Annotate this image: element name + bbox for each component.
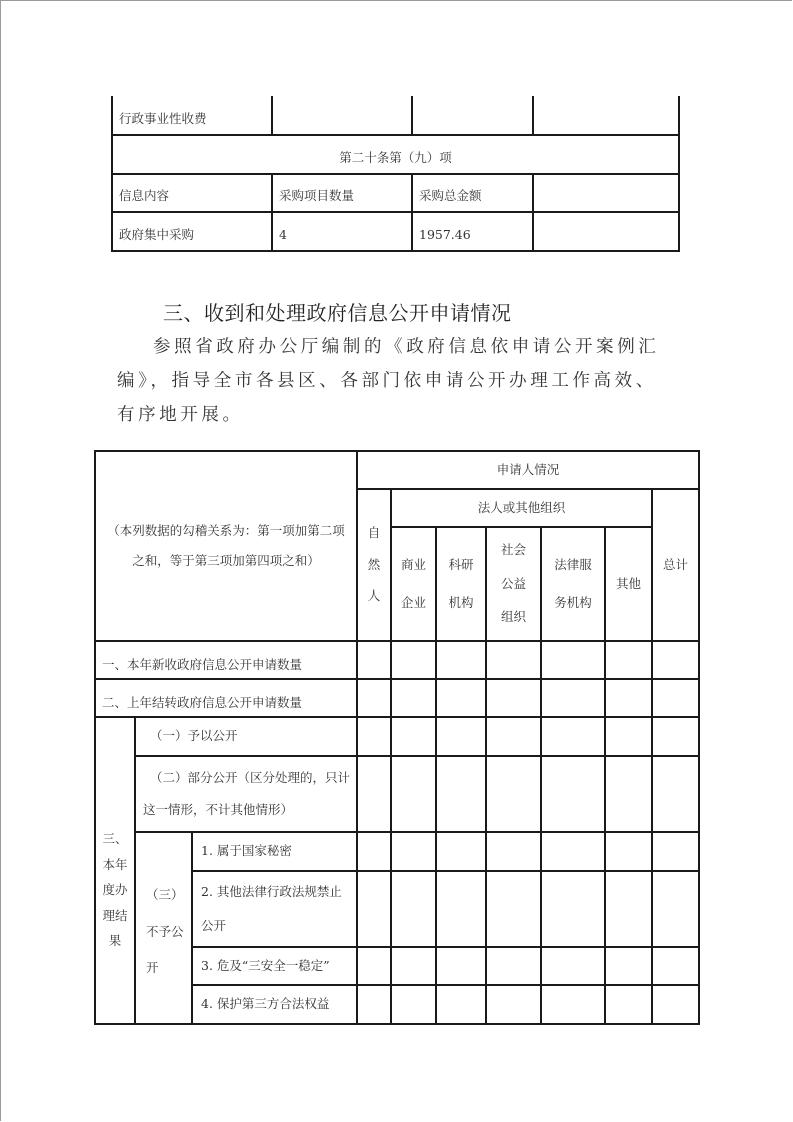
paragraph-line: 参照省政府办公厅编制的《政府信息依申请公开案例汇 <box>153 337 660 357</box>
value-cell-prohibited <box>653 872 698 946</box>
group-label-line: 不予公 <box>146 923 184 939</box>
row-label-prohibited <box>193 872 356 946</box>
header-line: 商业 <box>400 556 426 572</box>
value-cell-new-requests <box>392 642 435 678</box>
value-cell-third-party <box>487 986 540 1023</box>
header-line: 社会 <box>500 542 526 558</box>
value-cell-prohibited <box>542 872 604 946</box>
row-label-disclosed: （一）予以公开 <box>150 728 238 744</box>
value-cell-new-requests <box>542 642 604 678</box>
header-char: 人 <box>367 588 381 604</box>
row-label-new-requests: 一、本年新收政府信息公开申请数量 <box>102 656 303 672</box>
value-cell-partial <box>437 757 485 831</box>
value-cell-carried-over <box>487 680 540 716</box>
value-cell-partial <box>653 757 698 831</box>
col-total: 总计 <box>662 556 688 572</box>
value-cell-state-secret <box>358 833 390 870</box>
header-total-amount: 采购总金额 <box>419 187 482 203</box>
value-cell-three-security <box>358 948 390 984</box>
value-cell-partial <box>606 757 651 831</box>
group-label-line: 开 <box>146 960 159 976</box>
value-cell-new-requests <box>437 642 485 678</box>
value-cell-state-secret <box>606 833 651 870</box>
header-line: 机构 <box>448 595 474 610</box>
reconciliation-note <box>96 452 356 640</box>
label-line: 公开 <box>201 918 227 933</box>
header-line: 法律服 <box>554 556 592 572</box>
data-total-amount: 1957.46 <box>419 226 471 242</box>
value-cell-partial <box>487 757 540 831</box>
label-line: 这一情形，不计其他情形） <box>143 802 294 817</box>
value-cell-carried-over <box>437 680 485 716</box>
value-cell-new-requests <box>653 642 698 678</box>
group-label-line: （三） <box>146 887 184 903</box>
col-commercial-enterprise <box>392 528 435 640</box>
data-info-content: 政府集中采购 <box>119 226 195 242</box>
col-research-institution <box>437 528 485 640</box>
header-line: 务机构 <box>554 595 592 610</box>
value-cell-carried-over <box>358 680 390 716</box>
value-cell-disclosed <box>437 718 485 755</box>
data-project-count: 4 <box>279 226 287 242</box>
value-cell-three-security <box>606 948 651 984</box>
row-label-third-party: 4. 保护第三方合法权益 <box>201 996 330 1012</box>
paragraph-line: 编》，指导全市各县区、各部门依申请公开办理工作高效、 <box>117 371 657 391</box>
note-line: （本列数据的勾稽关系为：第一项加第二项 <box>107 522 345 538</box>
header-char: 然 <box>367 556 381 572</box>
table-border <box>111 250 680 252</box>
paragraph-line: 有序地开展。 <box>117 405 244 425</box>
table-cell <box>534 96 678 134</box>
value-cell-new-requests <box>487 642 540 678</box>
table-cell <box>413 96 532 134</box>
section-paragraph <box>117 330 707 432</box>
group-label-line: 果 <box>108 933 122 949</box>
row-label-three-security: 3. 危及“三安全一稳定” <box>201 957 330 973</box>
col-other: 其他 <box>615 575 641 591</box>
header-info-content: 信息内容 <box>119 187 170 203</box>
table-border <box>698 450 700 1025</box>
applicant-header: 申请人情况 <box>496 461 560 477</box>
table-border <box>94 1023 700 1025</box>
value-cell-carried-over <box>606 680 651 716</box>
note-line: 之和，等于第三项加第四项之和） <box>132 553 320 568</box>
value-cell-state-secret <box>392 833 435 870</box>
value-cell-third-party <box>437 986 485 1023</box>
value-cell-state-secret <box>437 833 485 870</box>
header-project-count: 采购项目数量 <box>279 187 355 203</box>
header-line: 企业 <box>400 595 426 610</box>
value-cell-prohibited <box>392 872 435 946</box>
label-line: （二）部分公开（区分处理的，只计 <box>150 769 351 785</box>
value-cell-new-requests <box>606 642 651 678</box>
value-cell-state-secret <box>542 833 604 870</box>
header-empty <box>534 175 678 211</box>
value-cell-carried-over <box>392 680 435 716</box>
value-cell-third-party <box>606 986 651 1023</box>
col-public-welfare-org <box>487 528 540 640</box>
value-cell-new-requests <box>358 642 390 678</box>
value-cell-disclosed <box>542 718 604 755</box>
value-cell-three-security <box>392 948 435 984</box>
value-cell-third-party <box>358 986 390 1023</box>
value-cell-carried-over <box>542 680 604 716</box>
value-cell-disclosed <box>606 718 651 755</box>
value-cell-third-party <box>392 986 435 1023</box>
value-cell-partial <box>542 757 604 831</box>
value-cell-prohibited <box>437 872 485 946</box>
header-line: 科研 <box>448 556 474 572</box>
header-line: 组织 <box>500 609 526 625</box>
group-label-line: 理结 <box>102 907 128 923</box>
col-legal-service-org <box>542 528 604 640</box>
value-cell-state-secret <box>487 833 540 870</box>
table-cell-fee-label: 行政事业性收费 <box>119 110 207 126</box>
section-heading: 三、收到和处理政府信息公开申请情况 <box>163 301 512 325</box>
header-line: 公益 <box>500 575 526 591</box>
value-cell-prohibited <box>487 872 540 946</box>
value-cell-disclosed <box>358 718 390 755</box>
value-cell-three-security <box>487 948 540 984</box>
value-cell-carried-over <box>653 680 698 716</box>
row-label-carried-over: 二、上年结转政府信息公开申请数量 <box>102 694 303 710</box>
section-title-cell: 第二十条第（九）项 <box>339 149 452 165</box>
value-cell-third-party <box>653 986 698 1023</box>
value-cell-disclosed <box>653 718 698 755</box>
row-group-annual-results <box>96 718 134 1023</box>
row-label-partial <box>136 757 356 831</box>
value-cell-partial <box>358 757 390 831</box>
group-label-line: 本年 <box>102 856 128 872</box>
row-label-state-secret: 1. 属于国家秘密 <box>201 843 292 859</box>
header-char: 自 <box>367 525 381 541</box>
data-empty <box>534 213 678 250</box>
value-cell-three-security <box>653 948 698 984</box>
value-cell-third-party <box>542 986 604 1023</box>
value-cell-disclosed <box>487 718 540 755</box>
label-line: 2. 其他法律行政法规禁止 <box>201 883 342 899</box>
natural-person-header <box>358 490 390 640</box>
value-cell-partial <box>392 757 435 831</box>
legal-entity-header: 法人或其他组织 <box>477 499 566 515</box>
value-cell-prohibited <box>606 872 651 946</box>
table-cell <box>273 96 411 134</box>
value-cell-disclosed <box>392 718 435 755</box>
value-cell-state-secret <box>653 833 698 870</box>
group-label-line: 度办 <box>102 882 128 898</box>
value-cell-three-security <box>542 948 604 984</box>
value-cell-three-security <box>437 948 485 984</box>
value-cell-prohibited <box>358 872 390 946</box>
group-label-line: 三、 <box>102 831 128 847</box>
row-group-not-disclosed <box>136 833 191 1023</box>
